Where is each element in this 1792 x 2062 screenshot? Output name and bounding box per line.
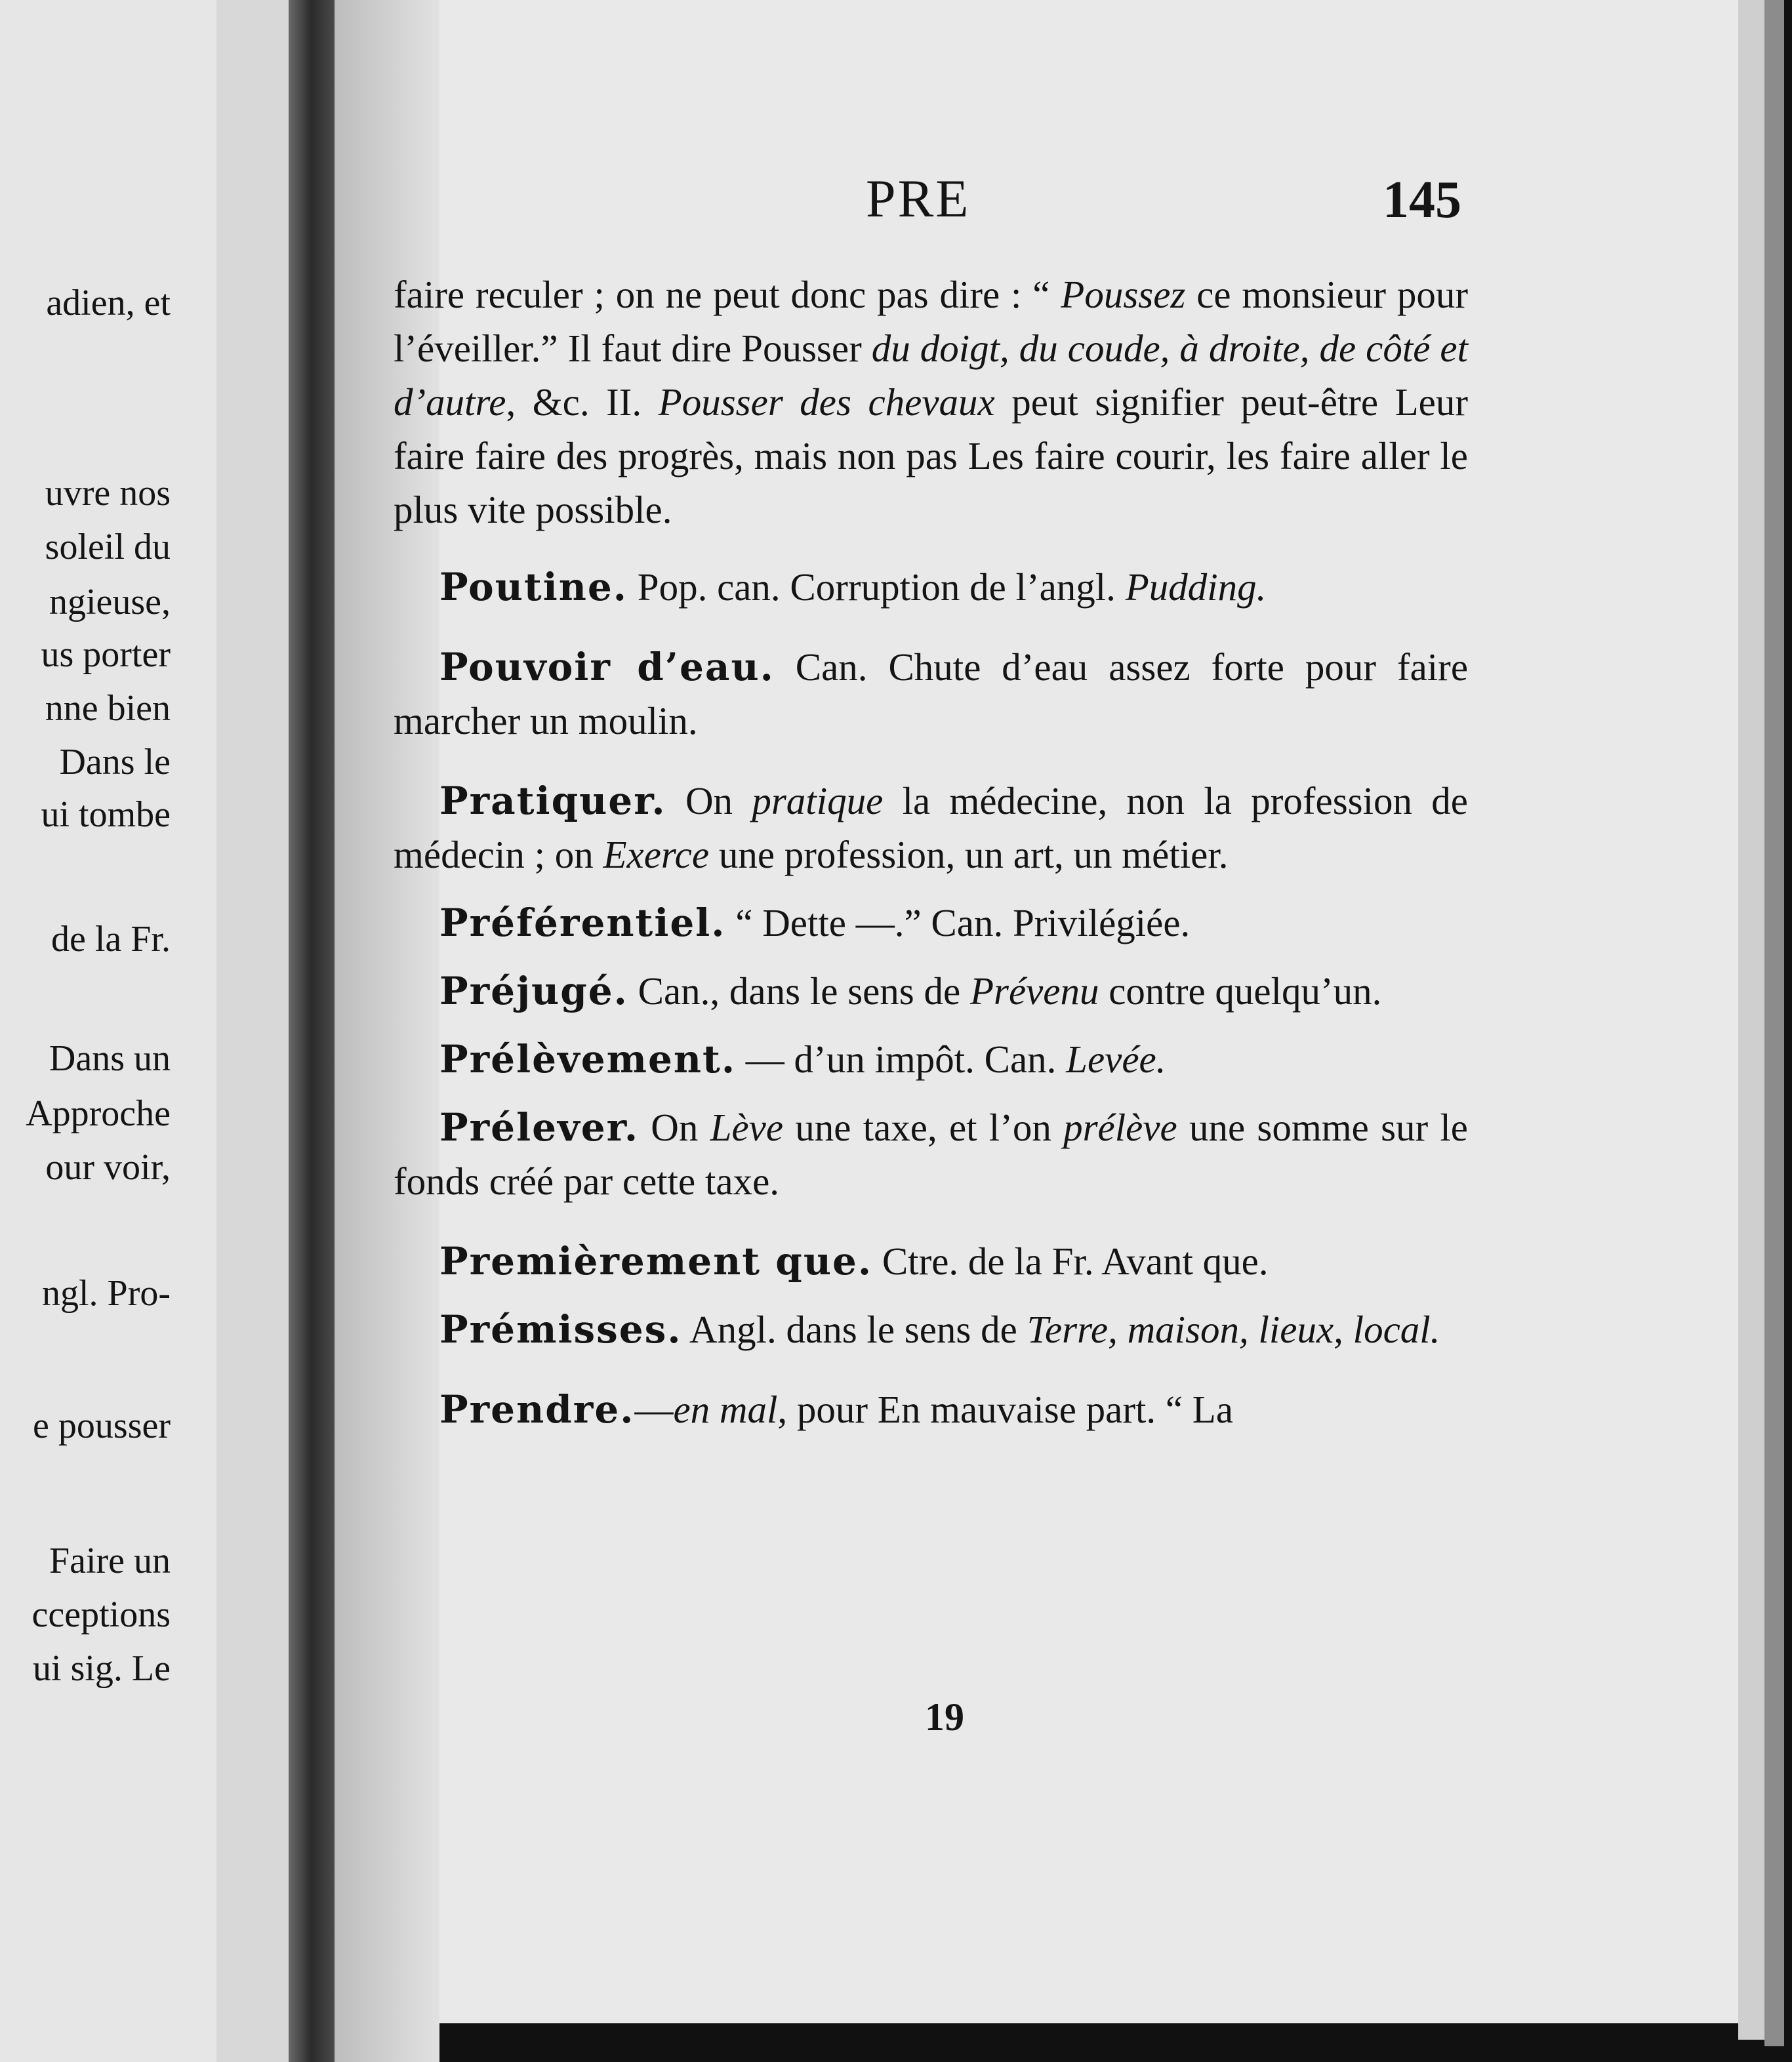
entry-pouvoir-deau: Pouvoir d’eau. Can. Chute d’eau assez forte pour faire marcher un moulin. [394, 645, 1469, 742]
headword: Pouvoir d’eau. [439, 645, 775, 689]
left-page-line: ngl. Pro- [42, 1273, 171, 1314]
left-page-line: Dans le [59, 742, 171, 782]
entry-prejuge: Préjugé. Can., dans le sens de Prévenu contre quelqu’un. [439, 969, 1382, 1013]
left-page-line: nne bien [45, 688, 171, 729]
left-page-line: Faire un [49, 1541, 171, 1581]
headword: Préférentiel. [439, 900, 726, 945]
entry-preferentiel: Préférentiel. “ Dette —.” Can. Privilégiée. [439, 900, 1191, 945]
headword: Prémisses. [439, 1307, 682, 1352]
entry-prendre: Prendre.—en mal, pour En mauvaise part. “ La [439, 1387, 1234, 1432]
left-page-line: cceptions [31, 1594, 171, 1635]
left-page-line: uvre nos [45, 473, 171, 514]
entry-prelevement: Prélèvement. — d’un impôt. Can. Levée. [439, 1037, 1166, 1082]
headword: Préjugé. [439, 969, 628, 1013]
book-binding [289, 0, 335, 2062]
entry-prelever: Prélever. On Lève une taxe, et l’on prélève une somme sur le fonds créé par cette taxe. [394, 1105, 1468, 1203]
left-page-line: Approche [26, 1093, 171, 1134]
left-page-line: Dans un [49, 1038, 171, 1079]
entry-premisses: Prémisses. Angl. dans le sens de Terre, maison, lieux, local. [439, 1307, 1440, 1352]
entry-premierement-que: Premièrement que. Ctre. de la Fr. Avant que. [439, 1239, 1269, 1284]
running-header: PRE [866, 169, 971, 228]
entry-continuation: faire reculer ; on ne peut donc pas dire : “ Poussez ce monsieur pour l’éveiller.” Il faut dire Pousser du doigt, du coude, à droite, de côté et d’autre, &c. II. Pousser des chevaux peut signifier peut-être Leur faire faire des progrès, mais non pas Les faire courir, les faire aller le plus vite possible. [394, 273, 1469, 531]
headword: Prendre. [439, 1387, 635, 1432]
signature-mark: 19 [925, 1695, 964, 1739]
page-edge-shadow [1764, 0, 1784, 2046]
left-page-line: de la Fr. [51, 919, 171, 960]
left-page-line: adien, et [46, 283, 171, 323]
left-page-line: soleil du [45, 527, 171, 567]
left-page-line: e pousser [33, 1405, 171, 1446]
left-page [0, 0, 223, 2062]
left-page-line: ui sig. Le [33, 1648, 171, 1689]
left-page-fragments [0, 0, 216, 2062]
left-page-line: us porter [41, 634, 171, 675]
left-page-line: ui tombe [41, 794, 171, 835]
headword: Premièrement que. [439, 1239, 873, 1284]
page-gap [216, 0, 289, 2062]
headword: Poutine. [439, 565, 628, 609]
left-page-line: our voir, [45, 1147, 171, 1188]
entry-poutine: Poutine. Pop. can. Corruption de l’angl. Pudding. [439, 565, 1267, 609]
headword: Pratiquer. [439, 778, 666, 823]
entry-pratiquer: Pratiquer. On pratique la médecine, non la profession de médecin ; on Exerce une profession, un art, un métier. [394, 778, 1468, 876]
page-number: 145 [1383, 171, 1461, 229]
headword: Prélèvement. [439, 1037, 737, 1082]
headword: Prélever. [439, 1105, 640, 1150]
left-page-line: ngieuse, [49, 582, 171, 622]
dictionary-text [394, 268, 1468, 1451]
page-edge [1738, 0, 1764, 2040]
